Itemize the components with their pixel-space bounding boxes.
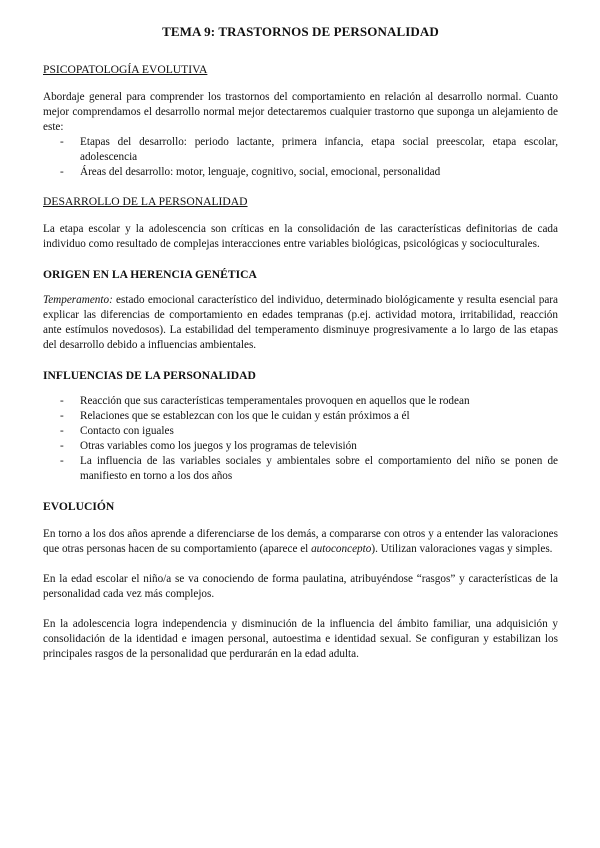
list-item: - La influencia de las variables sociales y ambientales sobre el comportamiento del niño se ponen de manifiesto en torno a los dos años [60, 455, 558, 482]
list-item: - Etapas del desarrollo: periodo lactante, primera infancia, etapa social preescolar, etapa escolar, adolescencia [60, 136, 558, 163]
heading-origen: ORIGEN EN LA HERENCIA GENÉTICA [43, 268, 257, 281]
paragraph-origen: Temperamento: estado emocional característico del individuo, determinado biológicamente y resulta esencial para explicar las diferencias de comportamiento en edades tempranas (p.ej. actividad motora, irritabilidad, reacción ante estímulos novedosos). La estabilidad del temperamento disminuye progresivamente a lo largo de las etapas del desarrollo debido a influencias ambientales. [43, 294, 558, 351]
list-influencias [43, 394, 558, 484]
term-temperamento: Temperamento: [43, 294, 113, 306]
paragraph-evolucion-3: En la adolescencia logra independencia y disminución de la influencia del ámbito familiar, una adquisición y consolidación de la identidad e imagen personal, autoestima e identidad sexual. Se configuran y estabilizan los principales rasgos de la personalidad que perdurarán en la edad adulta. [43, 618, 558, 660]
heading-influencias: INFLUENCIAS DE LA PERSONALIDAD [43, 369, 256, 382]
list-item: - Áreas del desarrollo: motor, lenguaje, cognitivo, social, emocional, personalidad [60, 166, 441, 178]
term-autoconcepto: autoconcepto [311, 543, 372, 555]
list-psicopatologia [43, 135, 558, 180]
list-item: - Relaciones que se establezcan con los que le cuidan y están próximos a él [60, 410, 410, 422]
document-title: TEMA 9: TRASTORNOS DE PERSONALIDAD [162, 24, 439, 39]
list-item: - Contacto con iguales [60, 425, 174, 437]
list-item: - Otras variables como los juegos y los programas de televisión [60, 440, 357, 452]
paragraph-evolucion-1: En torno a los dos años aprende a diferenciarse de los demás, a compararse con otros y a entender las valoraciones que otras personas hacen de su comportamiento (aparece el autoconcepto). Utilizan valoraciones vagas y simples. [43, 528, 558, 555]
paragraph-psicopatologia: Abordaje general para comprender los trastornos del comportamiento en relación al desarrollo normal. Cuanto mejor comprendamos el desarrollo normal mejor detectaremos cualquier trastorno que suponga un alejamiento de este: [43, 91, 558, 133]
paragraph-desarrollo: La etapa escolar y la adolescencia son críticas en la consolidación de las características definitorias de cada individuo como resultado de complejas interacciones entre variables biológicas, psicológicas y socioculturales. [43, 223, 558, 250]
bullet-dash: - [60, 395, 64, 407]
paragraph-evolucion-2: En la edad escolar el niño/a se va conociendo de forma paulatina, atribuyéndose “rasgos” y características de la personalidad cada vez más complejos. [43, 573, 558, 600]
list-item: - Reacción que sus características temperamentales provoquen en aquellos que le rodean [60, 395, 470, 407]
heading-evolucion: EVOLUCIÓN [43, 500, 115, 513]
heading-psicopatologia: PSICOPATOLOGÍA EVOLUTIVA [43, 63, 208, 76]
bullet-dash: - [60, 455, 64, 467]
bullet-dash: - [60, 440, 64, 452]
bullet-dash: - [60, 410, 64, 422]
bullet-dash: - [60, 166, 64, 178]
bullet-dash: - [60, 425, 64, 437]
bullet-dash: - [60, 136, 64, 148]
heading-desarrollo: DESARROLLO DE LA PERSONALIDAD [43, 195, 248, 208]
